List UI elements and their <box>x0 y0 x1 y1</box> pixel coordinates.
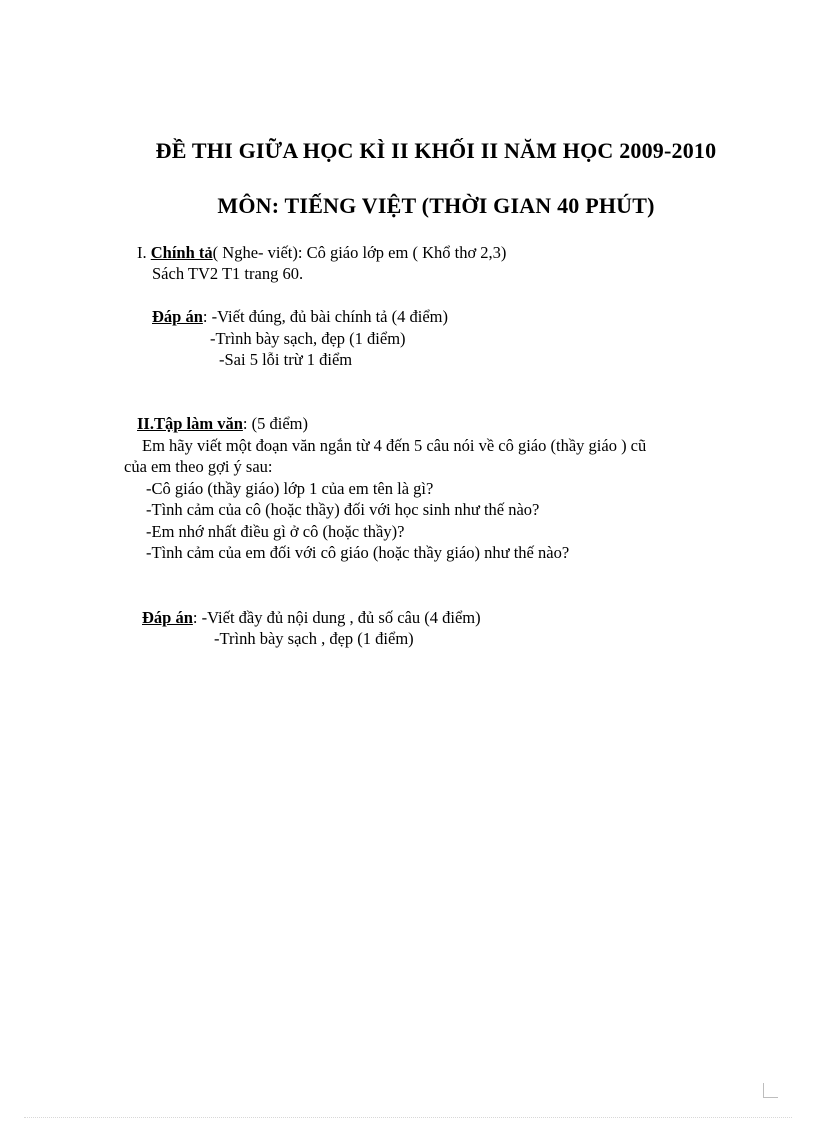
section1-answer-item: -Trình bày sạch, đẹp (1 điểm) <box>210 329 406 348</box>
subject-title: MÔN: TIẾNG VIỆT (THỜI GIAN 40 PHÚT) <box>217 193 655 218</box>
section1-heading: Chính tả <box>150 243 213 262</box>
section1-answer-line <box>152 306 448 327</box>
section2-heading-line <box>137 413 308 434</box>
section2-answer-item: -Trình bày sạch , đẹp (1 điểm) <box>214 629 414 648</box>
exam-title: ĐỀ THI GIỮA HỌC KÌ II KHỐI II NĂM HỌC 2009-2010 <box>155 138 717 163</box>
margin-corner-mark <box>763 1083 778 1098</box>
section1-number: I. <box>137 243 151 262</box>
section1-source: Sách TV2 T1 trang 60. <box>152 264 304 283</box>
section2-heading-rest: : (5 điểm) <box>242 414 308 433</box>
section2-prompt: Em hãy viết một đoạn văn ngắn từ 4 đến 5 câu nói về cô giáo (thầy giáo ) cũ <box>142 436 647 455</box>
section1-answer-item: -Sai 5 lỗi trừ 1 điểm <box>219 350 353 369</box>
section2-question: -Em nhớ nhất điều gì ở cô (hoặc thầy)? <box>146 522 405 541</box>
section1-heading-line <box>137 242 506 263</box>
section2-answer-line <box>142 607 481 628</box>
section1-answer-first: : -Viết đúng, đủ bài chính tả (4 điểm) <box>202 307 448 326</box>
section2-prompt: của em theo gợi ý sau: <box>124 457 273 476</box>
page-bottom-rule <box>24 1117 792 1118</box>
section2-question: -Tình cảm của cô (hoặc thầy) đối với học sinh như thế nào? <box>146 500 540 519</box>
section2-heading: II.Tập làm văn <box>137 414 243 433</box>
section2-question: -Tình cảm của em đối với cô giáo (hoặc thầy giáo) như thế nào? <box>146 543 570 562</box>
section2-answer-first: : -Viết đầy đủ nội dung , đủ số câu (4 điểm) <box>192 608 481 627</box>
section2-answer-label: Đáp án <box>142 608 193 627</box>
section1-heading-rest: ( Nghe- viết): Cô giáo lớp em ( Khổ thơ 2,3) <box>212 243 507 262</box>
section1-answer-label: Đáp án <box>152 307 203 326</box>
section2-question: -Cô giáo (thầy giáo) lớp 1 của em tên là gì? <box>146 479 434 498</box>
